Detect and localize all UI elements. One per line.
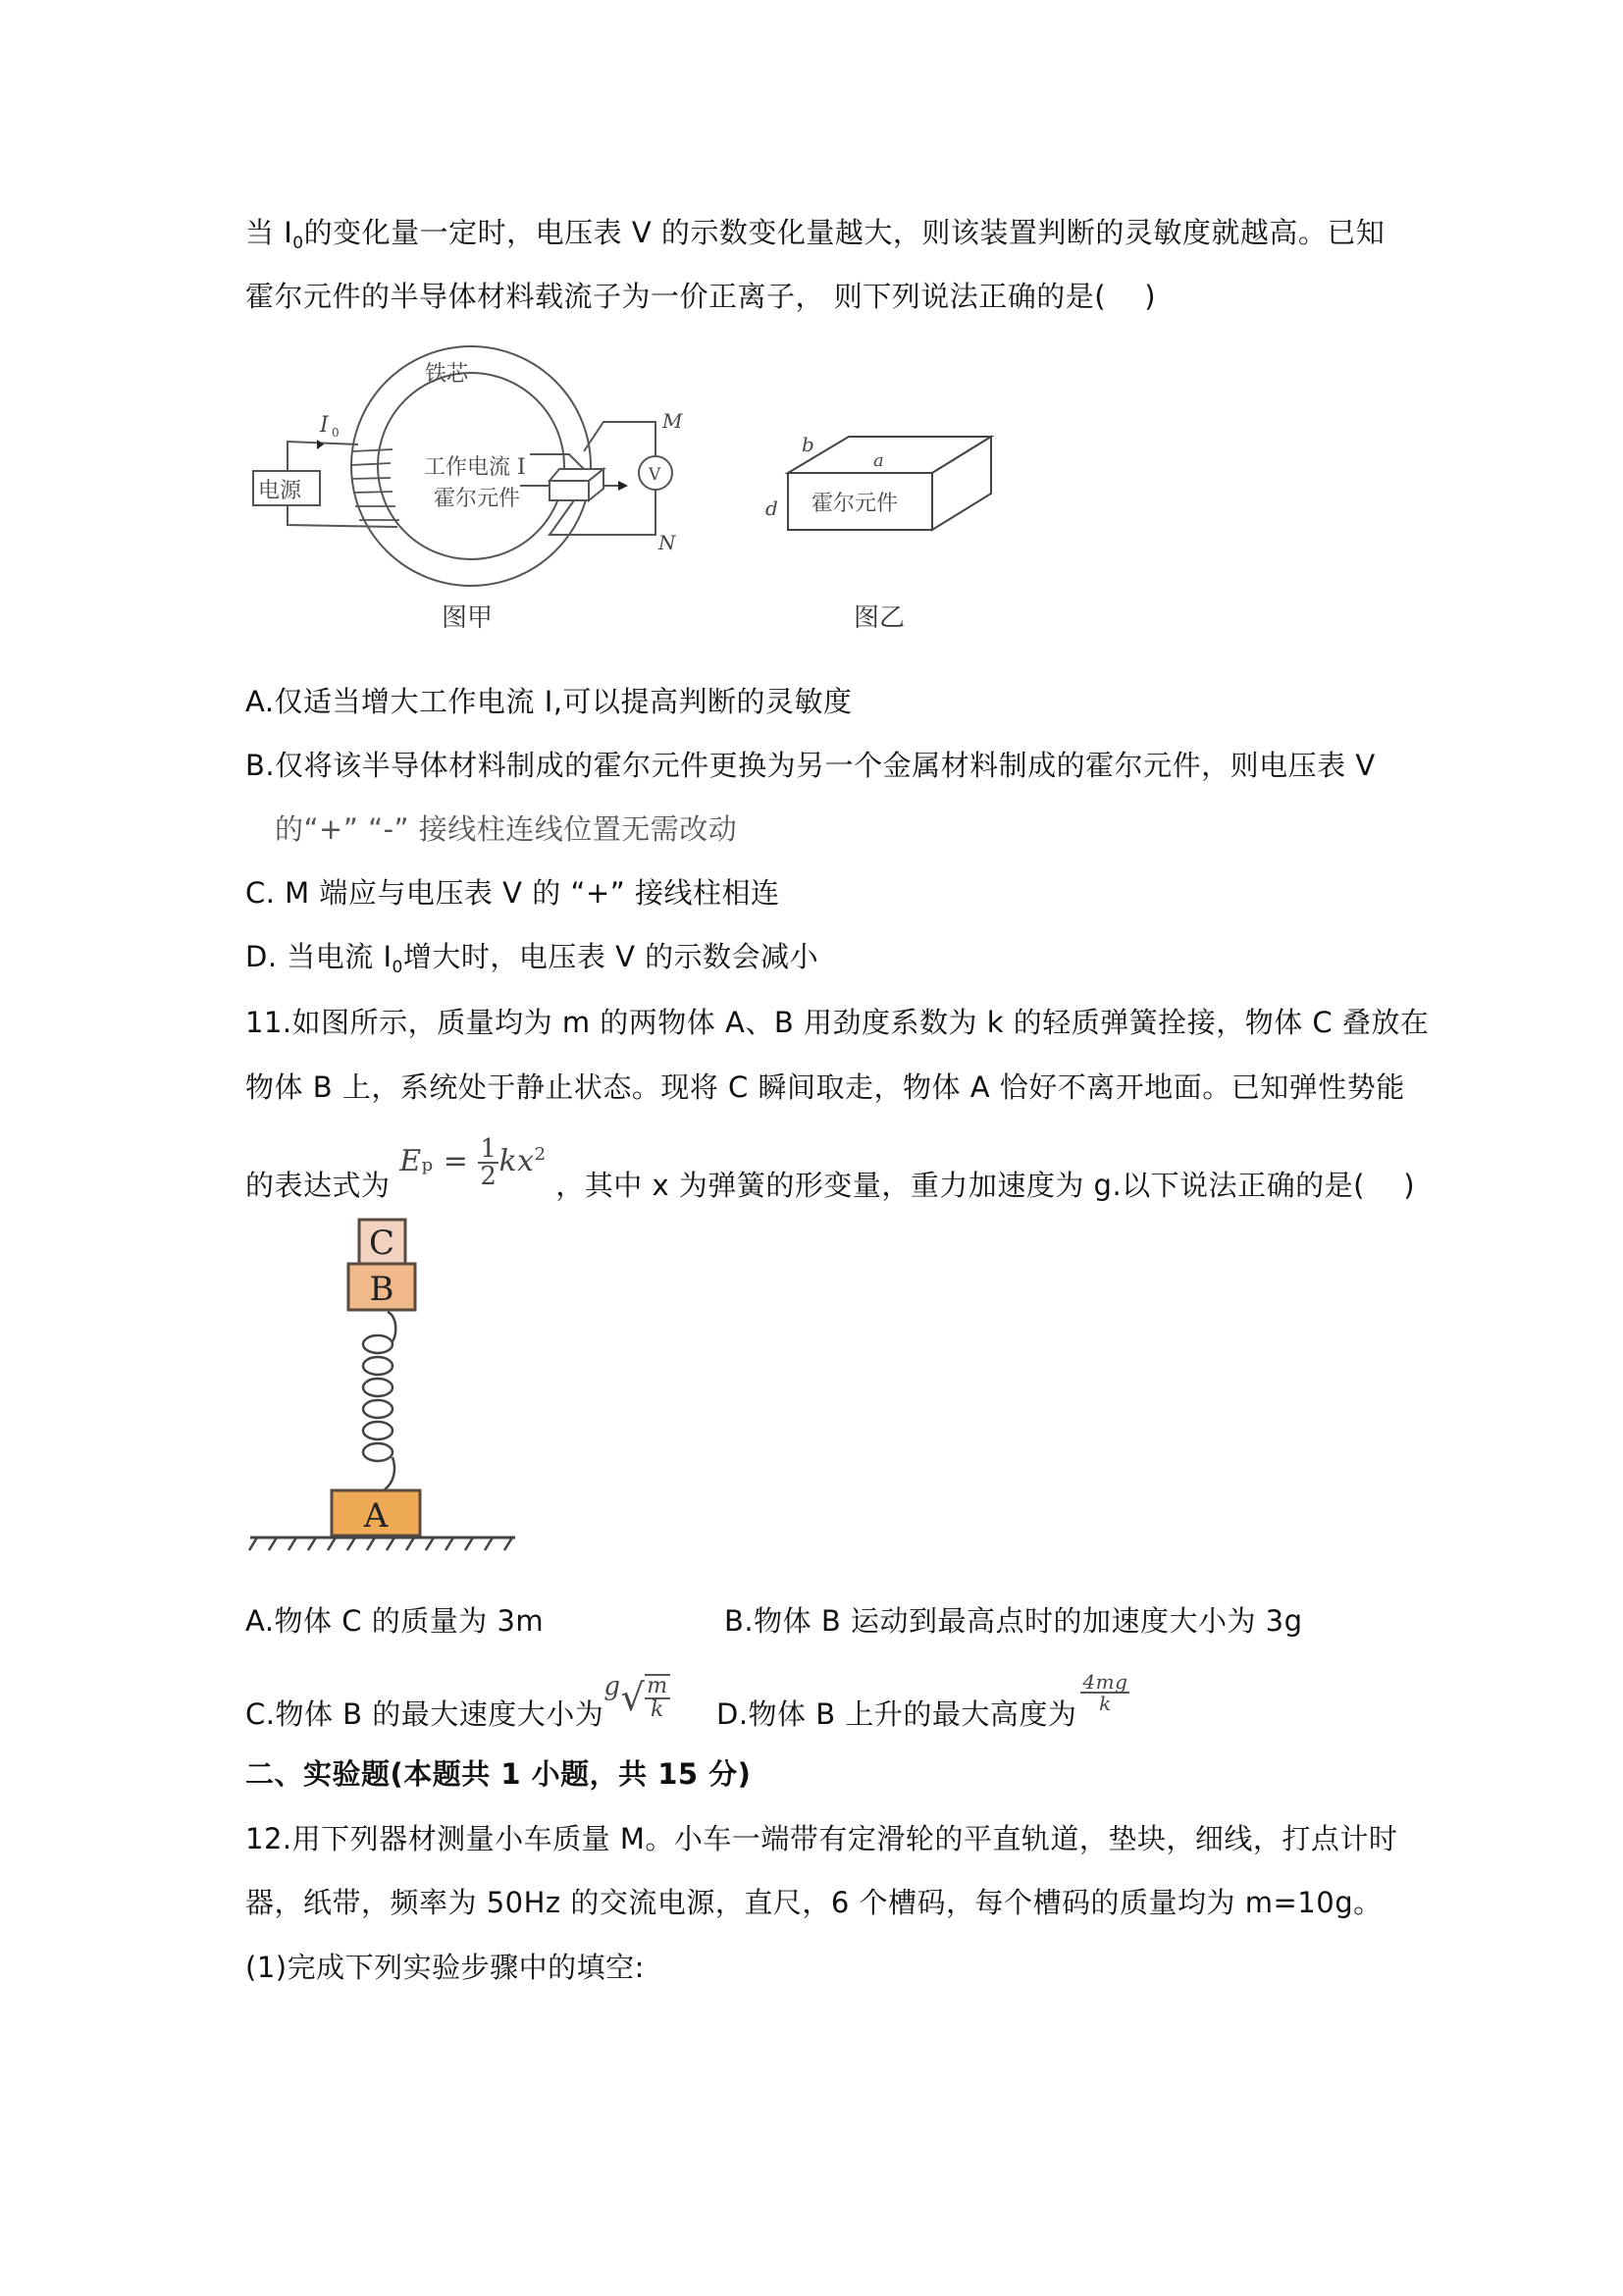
label-work-current: 工作电流 I	[424, 455, 526, 480]
q10-option-a: A.仅适当增大工作电流 I,可以提高判断的灵敏度	[245, 685, 853, 718]
option-c-g: g	[603, 1672, 621, 1701]
figure-yi-hall-element	[746, 412, 1040, 648]
q11-option-c-pre: C.物体 B 的最大速度大小为	[245, 1697, 604, 1731]
formula-fraction	[478, 1136, 498, 1189]
q11-option-b: B.物体 B 运动到最高点时的加速度大小为 3g	[724, 1604, 1303, 1638]
q12-stem-line1: 12.用下列器材测量小车质量 M。小车一端带有定滑轮的平直轨道，垫块，细线，打点计时	[245, 1822, 1398, 1855]
q11-option-d-pre: D.物体 B 上升的最大高度为	[716, 1697, 1077, 1731]
q10-option-d-pre: D. 当电流 I	[245, 940, 393, 973]
option-d-den: k	[1099, 1692, 1112, 1715]
q10-stem-pre: 当 I	[245, 216, 293, 249]
formula-eq: =	[443, 1144, 469, 1178]
caption-yi: 图乙	[854, 603, 906, 633]
option-c-num: m	[647, 1674, 668, 1698]
spring	[363, 1312, 395, 1489]
option-c-formula	[603, 1674, 669, 1721]
formula-rhs-sup: 2	[534, 1144, 547, 1165]
q11-option-a: A.物体 C 的质量为 3m	[245, 1604, 545, 1638]
q10-option-d-sub: 0	[392, 958, 403, 977]
q10-option-b-line2: 的“+” “-” 接线柱连线位置无需改动	[275, 812, 738, 846]
q11-stem-line3	[245, 1128, 1415, 1207]
label-hall-element-yi: 霍尔元件	[812, 492, 899, 516]
arrow-current-icon	[317, 440, 324, 449]
caption-jia: 图甲	[442, 603, 494, 633]
option-c-den: k	[650, 1697, 664, 1722]
q11-stem-line3-pre: 的表达式为	[245, 1169, 391, 1202]
figure-spring-blocks	[236, 1207, 550, 1580]
sqrt-icon: √	[620, 1676, 646, 1719]
q10-option-d-post: 增大时，电压表 V 的示数会减小	[402, 940, 819, 973]
q10-option-d	[245, 937, 818, 987]
lead-m	[584, 422, 655, 459]
q11-stem-line3-post: ，其中 x 为弹簧的形变量，重力加速度为 g.以下说法正确的是( )	[555, 1169, 1416, 1202]
formula-lhs-sub: p	[421, 1155, 434, 1175]
ground-hatch	[249, 1538, 512, 1550]
label-voltmeter: V	[649, 465, 661, 485]
section2-heading: 二、实验题(本题共 1 小题，共 15 分)	[245, 1757, 752, 1791]
option-d-fraction	[1080, 1672, 1129, 1713]
formula-den: 2	[480, 1162, 497, 1191]
q12-stem-line2: 器，纸带，频率为 50Hz 的交流电源，直尺，6 个槽码，每个槽码的质量均为 m=10g。	[245, 1886, 1383, 1919]
label-hall-element: 霍尔元件	[434, 487, 521, 511]
label-iron-core: 铁芯	[425, 362, 469, 387]
elastic-energy-formula	[399, 1136, 546, 1189]
label-a: a	[873, 450, 884, 471]
q10-stem-sub: 0	[292, 234, 304, 253]
label-block-c: C	[368, 1224, 395, 1263]
wire-bottom	[288, 505, 397, 527]
formula-lhs: E	[399, 1144, 422, 1178]
formula-rhs: kx	[498, 1144, 535, 1178]
label-current-i0: I	[320, 413, 329, 438]
q12-step1: (1)完成下列实验步骤中的填空:	[245, 1951, 645, 1984]
label-block-b: B	[369, 1270, 394, 1309]
option-c-fraction	[645, 1674, 669, 1721]
label-current-sub: 0	[332, 426, 340, 440]
q10-stem-line2: 霍尔元件的半导体材料载流子为一价正离子， 则下列说法正确的是( )	[245, 280, 1157, 313]
lead-top	[530, 454, 584, 469]
q11-stem-line2: 物体 B 上，系统处于静止状态。现将 C 瞬间取走，物体 A 恰好不离开地面。已知弹性势能	[245, 1070, 1405, 1104]
q10-stem-line1	[245, 213, 1385, 263]
formula-num: 1	[480, 1134, 497, 1164]
label-b: b	[802, 433, 814, 456]
label-power-source: 电源	[258, 479, 302, 503]
q10-stem-post: 的变化量一定时，电压表 V 的示数变化量越大，则该装置判断的灵敏度就越高。已知	[303, 216, 1386, 249]
q11-option-d	[716, 1668, 1129, 1737]
hall-element-front	[550, 481, 589, 500]
label-m: M	[662, 409, 683, 433]
q11-option-c	[245, 1668, 670, 1737]
label-block-a: A	[363, 1496, 389, 1536]
q10-option-c: C. M 端应与电压表 V 的 “+” 接线柱相连	[245, 876, 780, 910]
q11-stem-line1: 11.如图所示，质量均为 m 的两物体 A、B 用劲度系数为 k 的轻质弹簧拴接，物体 C 叠放在	[245, 1006, 1430, 1039]
option-d-num: 4mg	[1082, 1670, 1128, 1694]
arrow-right-icon	[618, 481, 628, 491]
label-n: N	[658, 531, 676, 554]
figure-jia-hall-sensor	[236, 343, 726, 657]
label-d: d	[765, 496, 778, 520]
q10-option-b-line1: B.仅将该半导体材料制成的霍尔元件更换为另一个金属材料制成的霍尔元件，则电压表 V	[245, 749, 1376, 782]
